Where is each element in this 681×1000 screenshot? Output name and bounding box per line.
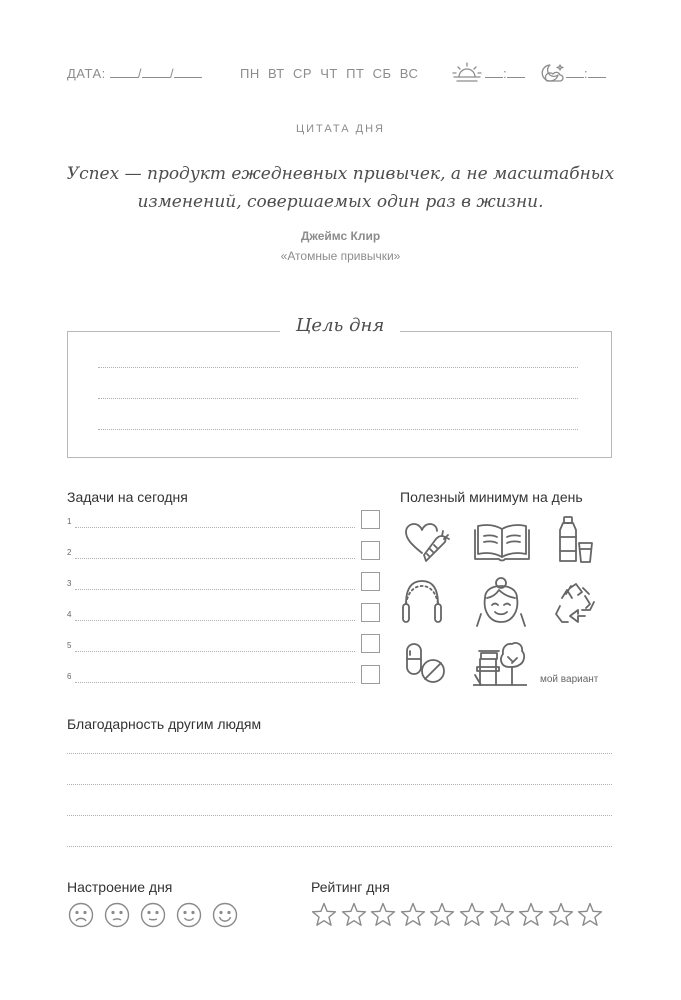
pills-icon[interactable] [403, 641, 447, 692]
task-checkbox[interactable] [361, 634, 380, 653]
wake-minutes-blank[interactable] [507, 66, 525, 78]
gratitude-line[interactable] [67, 753, 612, 754]
weekday-selector [240, 66, 418, 81]
rating-star-icon[interactable] [370, 902, 396, 933]
time-separator: : [584, 66, 589, 81]
moon-cloud-icon [538, 62, 566, 89]
rating-star-icon[interactable] [341, 902, 367, 933]
date-field[interactable] [67, 66, 202, 81]
gratitude-line[interactable] [67, 846, 612, 847]
neutral-face-icon[interactable] [140, 902, 166, 933]
quote-label: ЦИТАТА ДНЯ [296, 123, 385, 135]
date-separator: / [170, 66, 175, 81]
gratitude-title: Благодарность другим людям [67, 716, 262, 732]
goal-line[interactable] [98, 398, 578, 399]
rating-star-icon[interactable] [548, 902, 574, 933]
sad-face-icon[interactable] [104, 902, 130, 933]
weekday-thu[interactable]: ЧТ [320, 66, 338, 81]
task-line[interactable] [75, 527, 355, 528]
task-line[interactable] [75, 651, 355, 652]
happy-face-icon[interactable] [176, 902, 202, 933]
weekday-mon[interactable]: ПН [240, 66, 260, 81]
sunrise-icon [452, 62, 482, 89]
rating-star-icon[interactable] [400, 902, 426, 933]
gratitude-line[interactable] [67, 784, 612, 785]
weekday-tue[interactable]: ВТ [267, 66, 285, 81]
rating-star-icon[interactable] [489, 902, 515, 933]
rating-star-icon[interactable] [311, 902, 337, 933]
time-separator: : [503, 66, 508, 81]
heart-carrot-icon[interactable] [402, 517, 450, 570]
date-label: ДАТА: [67, 66, 106, 81]
task-number: 2 [67, 548, 72, 557]
rating-star-icon[interactable] [518, 902, 544, 933]
goal-title: Цель дня [280, 315, 400, 336]
quote-text: Успех — продукт ежедневных привычек, а не масштабных изменений, совершаемых один раз в жизни. [66, 164, 615, 212]
weekday-sun[interactable]: ВС [399, 66, 419, 81]
task-checkbox[interactable] [361, 665, 380, 684]
task-checkbox[interactable] [361, 603, 380, 622]
task-line[interactable] [75, 589, 355, 590]
weekday-wed[interactable]: СР [292, 66, 313, 81]
task-number: 1 [67, 517, 72, 526]
weekday-fri[interactable]: ПТ [346, 66, 365, 81]
goal-line[interactable] [98, 429, 578, 430]
bench-tree-icon[interactable] [473, 639, 527, 692]
task-line[interactable] [75, 558, 355, 559]
date-separator: / [137, 66, 143, 81]
jump-rope-icon[interactable] [400, 578, 444, 633]
task-number: 6 [67, 672, 72, 681]
rating-star-icon[interactable] [459, 902, 485, 933]
task-number: 4 [67, 610, 72, 619]
book-icon[interactable] [473, 520, 531, 567]
wake-hours-blank[interactable] [485, 66, 503, 78]
task-line[interactable] [75, 682, 355, 683]
very-happy-face-icon[interactable] [212, 902, 238, 933]
sleep-time-field[interactable] [566, 66, 606, 81]
quote-author: Джеймс Клир [300, 229, 381, 243]
quote-book: «Атомные привычки» [280, 249, 401, 263]
my-variant-label[interactable]: мой вариант [540, 674, 599, 685]
mood-title: Настроение дня [67, 879, 173, 895]
very-sad-face-icon[interactable] [68, 902, 94, 933]
gratitude-line[interactable] [67, 815, 612, 816]
task-checkbox[interactable] [361, 510, 380, 529]
water-bottle-glass-icon[interactable] [555, 515, 595, 570]
date-day-blank[interactable] [110, 66, 138, 78]
task-checkbox[interactable] [361, 572, 380, 591]
task-line[interactable] [75, 620, 355, 621]
weekday-sat[interactable]: СБ [372, 66, 392, 81]
task-number: 3 [67, 579, 72, 588]
recycle-icon[interactable] [552, 580, 600, 633]
task-checkbox[interactable] [361, 541, 380, 560]
task-number: 5 [67, 641, 72, 650]
date-month-blank[interactable] [142, 66, 170, 78]
rating-star-icon[interactable] [429, 902, 455, 933]
rating-star-icon[interactable] [577, 902, 603, 933]
sleep-hours-blank[interactable] [566, 66, 584, 78]
tasks-title: Задачи на сегодня [67, 489, 188, 505]
goal-line[interactable] [98, 367, 578, 368]
smiling-woman-face-icon[interactable] [475, 576, 527, 633]
sleep-minutes-blank[interactable] [588, 66, 606, 78]
date-year-blank[interactable] [174, 66, 202, 78]
rating-stars [311, 902, 611, 928]
rating-title: Рейтинг дня [311, 879, 390, 895]
wake-time-field[interactable] [485, 66, 525, 81]
goal-box[interactable] [67, 331, 612, 458]
minimum-title: Полезный минимум на день [400, 489, 583, 505]
